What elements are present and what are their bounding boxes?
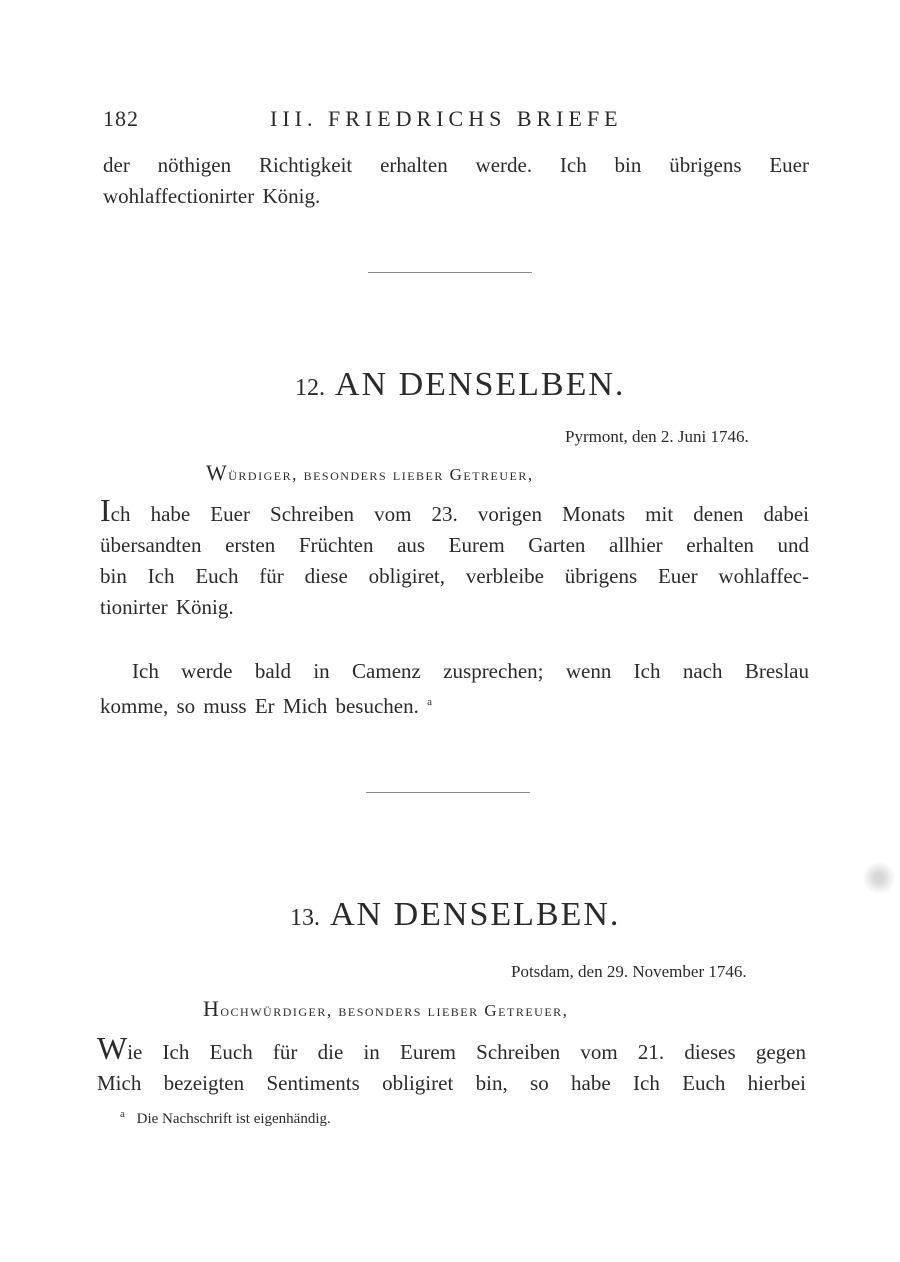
letter-12-paragraph-1 — [100, 492, 809, 623]
footnote-reference: a — [427, 696, 433, 708]
running-title: III. FRIEDRICHS BRIEFE — [270, 106, 623, 131]
section-divider-2 — [366, 792, 530, 793]
letter-12-salutation-cap: W — [206, 460, 229, 485]
section-divider-1 — [368, 272, 532, 273]
letter-12-heading — [295, 366, 625, 404]
letter-13-dateline: Potsdam, den 29. November 1746. — [511, 962, 747, 981]
letter-13-heading — [290, 896, 620, 934]
scan-speck — [862, 862, 896, 894]
footnote — [120, 1108, 331, 1128]
letter-12-dropcap: I — [100, 492, 111, 528]
letter-12-para1-line-1: Ich habe Euer Schreiben vom 23. vorigen Monats mit denen dabei — [100, 492, 809, 528]
letter-12-dateline: Pyrmont, den 2. Juni 1746. — [565, 427, 749, 446]
letter-12-para1-line-2: übersandten ersten Früchten aus Eurem Garten allhier erhalten und — [100, 533, 809, 557]
letter-12-para1-line-4: tionirter König. — [100, 595, 234, 619]
letter-12-para2-line-1: Ich werde bald in Camenz zusprechen; wenn Ich nach Breslau — [132, 659, 809, 683]
letter-13-number: 13. — [290, 905, 320, 931]
letter-13-para1-line-2: Mich bezeigten Sentiments obligiret bin, so habe Ich Euch hierbei — [97, 1071, 806, 1095]
letter-12-number: 12. — [295, 375, 325, 401]
letter-13-dropcap: W — [97, 1030, 128, 1066]
letter-12-title: AN DENSELBEN. — [335, 366, 626, 403]
continuation-text — [103, 150, 809, 212]
letter-12-para2-line-2: komme, so muss Er Mich besuchen. $^a$ — [100, 694, 433, 718]
letter-12-salutation — [206, 460, 534, 486]
letter-13-salutation-cap: H — [203, 996, 221, 1021]
letter-13-title: AN DENSELBEN. — [330, 896, 621, 933]
continuation-line-2: wohlaffectionirter König. — [103, 184, 321, 208]
letter-12-salutation-rest: ürdiger, besonders lieber Getreuer, — [228, 465, 534, 484]
letter-12-para1-line-3: bin Ich Euch für diese obligiret, verbleibe übrigens Euer wohlaffec- — [100, 564, 809, 588]
letter-13-paragraph-1 — [97, 1030, 806, 1099]
continuation-line-1: der nöthigen Richtigkeit erhalten werde. Ich bin übrigens Euer — [103, 153, 809, 177]
letter-13-salutation — [203, 996, 568, 1022]
letter-12-paragraph-2 — [100, 656, 809, 722]
letter-13-salutation-rest: ochwürdiger, besonders lieber Getreuer, — [220, 1001, 569, 1020]
footnote-text: Die Nachschrift ist eigenhändig. — [136, 1111, 331, 1127]
footnote-marker: a — [120, 1108, 125, 1120]
page-number: 182 — [103, 106, 139, 131]
letter-13-para1-line-1: Wie Ich Euch für die in Eurem Schreiben vom 21. dieses gegen — [97, 1030, 806, 1066]
